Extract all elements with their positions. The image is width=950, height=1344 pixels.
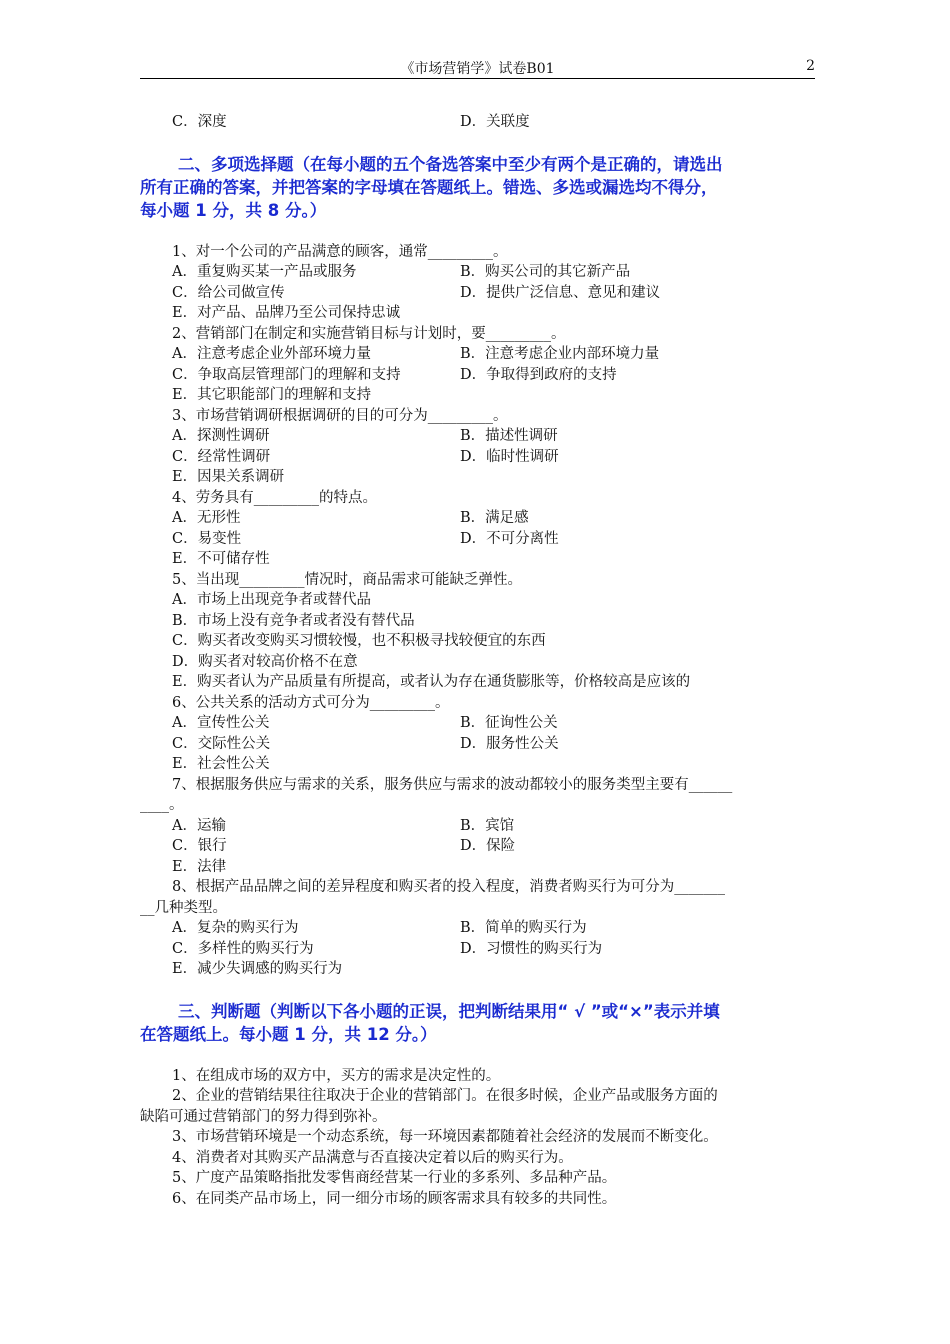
option-c: C．争取高层管理部门的理解和支持: [172, 366, 401, 383]
option-b: B．满足感: [460, 510, 529, 526]
question-4: 4、劳务具有_________的特点。: [172, 489, 377, 506]
option-d: D．临时性调研: [460, 448, 559, 465]
page-number: 2: [806, 58, 815, 74]
option-e: E．因果关系调研: [172, 469, 285, 485]
judgment-item-5: 5、广度产品策略指批发零售商经营某一行业的多系列、多品种产品。: [172, 1170, 617, 1186]
option-b: B．宾馆: [460, 817, 515, 834]
options-row: [140, 918, 815, 939]
option-e: E．减少失调感的购买行为: [172, 961, 343, 977]
question-5: 5、当出现_________情况时，商品需求可能缺乏弹性。: [172, 571, 522, 588]
exam-content: [140, 112, 815, 1209]
option-c: C．银行: [172, 838, 227, 854]
options-row: [140, 508, 815, 529]
option-c: C．给公司做宣传: [172, 284, 285, 301]
option-a: A．注意考虑企业外部环境力量: [172, 346, 371, 362]
judgment-item-4: 4、消费者对其购买产品满意与否直接决定着以后的购买行为。: [172, 1149, 573, 1166]
option-b: B．征询性公关: [460, 715, 558, 731]
options-row: [140, 344, 815, 365]
options-row: [140, 447, 815, 468]
option-d: D．习惯性的购买行为: [460, 940, 603, 957]
option-d: D．服务性公关: [460, 735, 559, 752]
page-header: [140, 58, 815, 79]
option-e: E．对产品、品牌乃至公司保持忠诚: [172, 305, 401, 321]
options-row: [140, 262, 815, 283]
section2-heading: 二、多项选择题（在每小题的五个备选答案中至少有两个是正确的，请选出 所有正确的答案，并把答案的字母填在答题纸上。错选、多选或漏选均不得分， 每小题 1 分，共 8 分。）: [140, 154, 723, 220]
question-3: 3、市场营销调研根据调研的目的可分为_________。: [172, 407, 508, 424]
judgment-item-3: 3、市场营销环境是一个动态系统，每一环境因素都随着社会经济的发展而不断变化。: [172, 1129, 718, 1145]
option-e: E．不可储存性: [172, 551, 270, 567]
option-a: A．运输: [172, 817, 226, 834]
prev-question-options: [140, 112, 815, 133]
judgment-item-2-continued: 缺陷可通过营销部门的努力得到弥补。: [140, 1108, 387, 1125]
option-e: E．购买者认为产品质量有所提高，或者认为存在通货膨胀等，价格较高是应该的: [172, 674, 691, 690]
option-d: D．关联度: [460, 114, 530, 130]
option-d: D．争取得到政府的支持: [460, 366, 617, 383]
judgment-item-6: 6、在同类产品市场上，同一细分市场的顾客需求具有较多的共同性。: [172, 1190, 617, 1207]
option-c: C．交际性公关: [172, 735, 271, 752]
judgment-item-1: 1、在组成市场的双方中，买方的需求是决定性的。: [172, 1067, 501, 1084]
question-2: 2、营销部门在制定和实施营销目标与计划时，要_________。: [172, 325, 566, 342]
question-6: 6、公共关系的活动方式可分为_________。: [172, 694, 450, 711]
option-a: A．重复购买某一产品或服务: [172, 264, 357, 280]
section3-heading: 三、判断题（判断以下各小题的正误，把判断结果用“ √ ”或“×”表示并填 在答题纸上。每小题 1 分，共 12 分。）: [140, 1001, 720, 1044]
options-row: [140, 365, 815, 386]
question-7-continued: ____。: [140, 797, 184, 813]
option-d: D．保险: [460, 838, 516, 854]
option-c: C．深度: [172, 114, 227, 130]
option-a: A．宣传性公关: [172, 715, 270, 731]
option-d: D．购买者对较高价格不在意: [172, 653, 358, 670]
option-b: B．购买公司的其它新产品: [460, 264, 631, 280]
option-c: C．经常性调研: [172, 448, 271, 465]
options-row: [140, 529, 815, 550]
option-a: A．复杂的购买行为: [172, 920, 299, 936]
option-e: E．其它职能部门的理解和支持: [172, 387, 372, 403]
question-7: 7、根据服务供应与需求的关系，服务供应与需求的波动都较小的服务类型主要有______: [172, 776, 733, 793]
question-8: 8、根据产品品牌之间的差异程度和购买者的投入程度，消费者购买行为可分为_______: [172, 879, 725, 895]
option-b: B．市场上没有竞争者或者没有替代品: [172, 612, 415, 629]
options-row: [140, 734, 815, 755]
option-e: E．法律: [172, 858, 227, 875]
option-d: D．提供广泛信息、意见和建议: [460, 284, 661, 301]
option-c: C．多样性的购买行为: [172, 940, 314, 957]
option-c: C．易变性: [172, 530, 242, 547]
options-row: [140, 816, 815, 837]
question-1: 1、对一个公司的产品满意的顾客，通常_________。: [172, 243, 508, 260]
question-8-continued: __几种类型。: [140, 899, 227, 916]
option-b: B．注意考虑企业内部环境力量: [460, 346, 660, 362]
option-e: E．社会性公关: [172, 756, 270, 772]
judgment-item-2: 2、企业的营销结果往往取决于企业的营销部门。在很多时候，企业产品或服务方面的: [172, 1088, 718, 1104]
options-row: [140, 283, 815, 304]
options-row: [140, 939, 815, 960]
options-row: [140, 426, 815, 447]
option-b: B．简单的购买行为: [460, 920, 587, 936]
option-d: D．不可分离性: [460, 530, 559, 547]
option-a: A．探测性调研: [172, 428, 270, 444]
option-c: C．购买者改变购买习惯较慢，也不积极寻找较便宜的东西: [172, 633, 546, 649]
options-row: [140, 713, 815, 734]
header-title: 《市场营销学》试卷B01: [400, 61, 555, 77]
option-b: B．描述性调研: [460, 428, 558, 444]
option-a: A．市场上出现竞争者或替代品: [172, 592, 371, 608]
options-row: [140, 836, 815, 857]
option-a: A．无形性: [172, 510, 241, 526]
